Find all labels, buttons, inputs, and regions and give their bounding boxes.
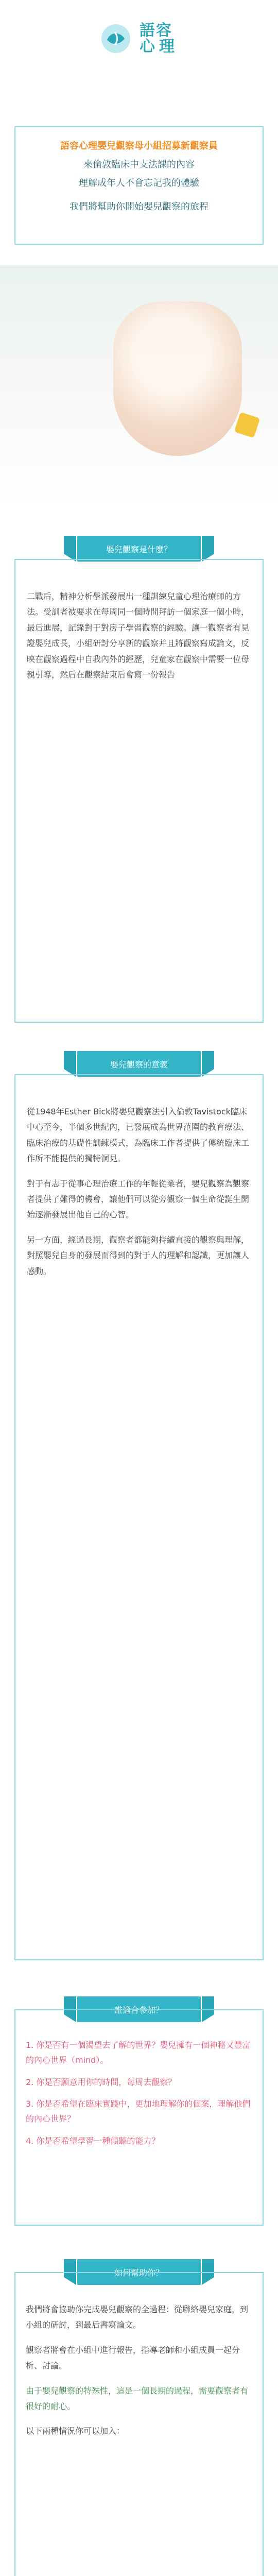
brand-name-line1: 語容	[140, 21, 172, 40]
what-paragraph-1: 二戰后，精神分析學派發展出一種訓練兒童心理治療師的方法。受訓者被要求在每周同一個時間拜訪一個家庭一個小時，最后進展，記錄對于對房子學習觀察的經驗。讓一觀察者有見證嬰兒成長，小組研討分享新的觀察并且將觀察寫成論文，反映在觀察過程中自我內外的經歷，兒童家在觀察中需要一位母親引導，然后在觀察結束后會寫一份報告	[27, 591, 250, 680]
brand-wordmark	[140, 23, 179, 55]
who-question-3: 3. 你是否希望在臨床實踐中，更加地理解你的個案，理解他們的內心世界？	[26, 2099, 251, 2124]
brand-logo-icon	[99, 22, 132, 55]
who-box	[14, 2009, 264, 2226]
intro-line-2: 理解成年人不會忘記我的體驗	[79, 178, 199, 189]
meaning-paragraph-3: 另一方面，經過長期，觀察者都能夠持續直接的觀察與理解，對照嬰兒自身的發展而得到的對于人的理解和認識，更加讓人感動。	[27, 1234, 250, 1276]
hero-background	[0, 265, 278, 507]
section-tag-what	[77, 536, 201, 562]
how-paragraph-1: 我們將會協助你完成嬰兒觀察的全過程：從聯絡嬰兒家庭，到小組的研討，到最后書寫論文。	[26, 2304, 249, 2330]
section-tag-who-label: 誰適合參加？	[114, 2005, 164, 2015]
how-card-intro: 以下兩種情況你可以加入：	[26, 2426, 125, 2436]
toy-image	[234, 412, 260, 438]
how-box	[14, 2272, 264, 2576]
section-tag-meaning	[77, 1051, 201, 1077]
intro-box	[14, 126, 264, 245]
intro-line-1: 來倫敦臨床中支法課的內容	[83, 159, 195, 170]
who-question-4: 4. 你是否希望學習一種傾聽的能力？	[26, 2136, 160, 2146]
what-box	[14, 559, 264, 1023]
how-paragraph-3: 由于嬰兒觀察的特殊性，這是一個長期的過程，需要觀察者有很好的耐心。	[26, 2385, 249, 2411]
section-tag-what-label: 嬰兒觀察是什麼？	[106, 544, 172, 554]
baby-image	[113, 301, 242, 456]
meaning-box	[14, 1074, 264, 1960]
section-tag-meaning-label: 嬰兒觀察的意義	[110, 1059, 168, 1070]
section-tag-how-label: 如何幫助你？	[114, 2267, 164, 2278]
intro-title: 語容心理嬰兒觀察母小組招募新觀察員	[60, 141, 218, 151]
meaning-paragraph-2: 對于有志于從事心理治療工作的年輕從業者，嬰兒觀察為觀察者提供了難得的機會，讓他們可以從旁觀察一個生命從誕生開始逐漸發展出他自己的心智。	[27, 1178, 250, 1220]
header	[0, 0, 278, 77]
meaning-paragraph-1: 從1948年Esther Bick將嬰兒觀察法引入倫敦Tavistock臨床中心至今，半個多世紀內，已發展成為世界范圍的教育療法、臨床治療的基礎性訓練模式，為臨床工作者提供了傳統臨床工作所不能提供的獨特洞見。	[27, 1107, 250, 1164]
intro-closing: 我們將幫助你開始嬰兒觀察的旅程	[70, 201, 208, 212]
brand-name-line2: 心理	[140, 38, 179, 56]
who-question-1: 1. 你是否有一個渴望去了解的世界？嬰兒擁有一個神秘又豐富的內心世界（mind）。	[26, 2040, 251, 2065]
hero-photo	[0, 265, 278, 507]
who-question-2: 2. 你是否願意用你的時間，每周去觀察？	[26, 2077, 177, 2087]
how-paragraph-2: 觀察者將會在小組中進行報告，指導老師和小組成員一起分析、討論。	[26, 2345, 240, 2371]
